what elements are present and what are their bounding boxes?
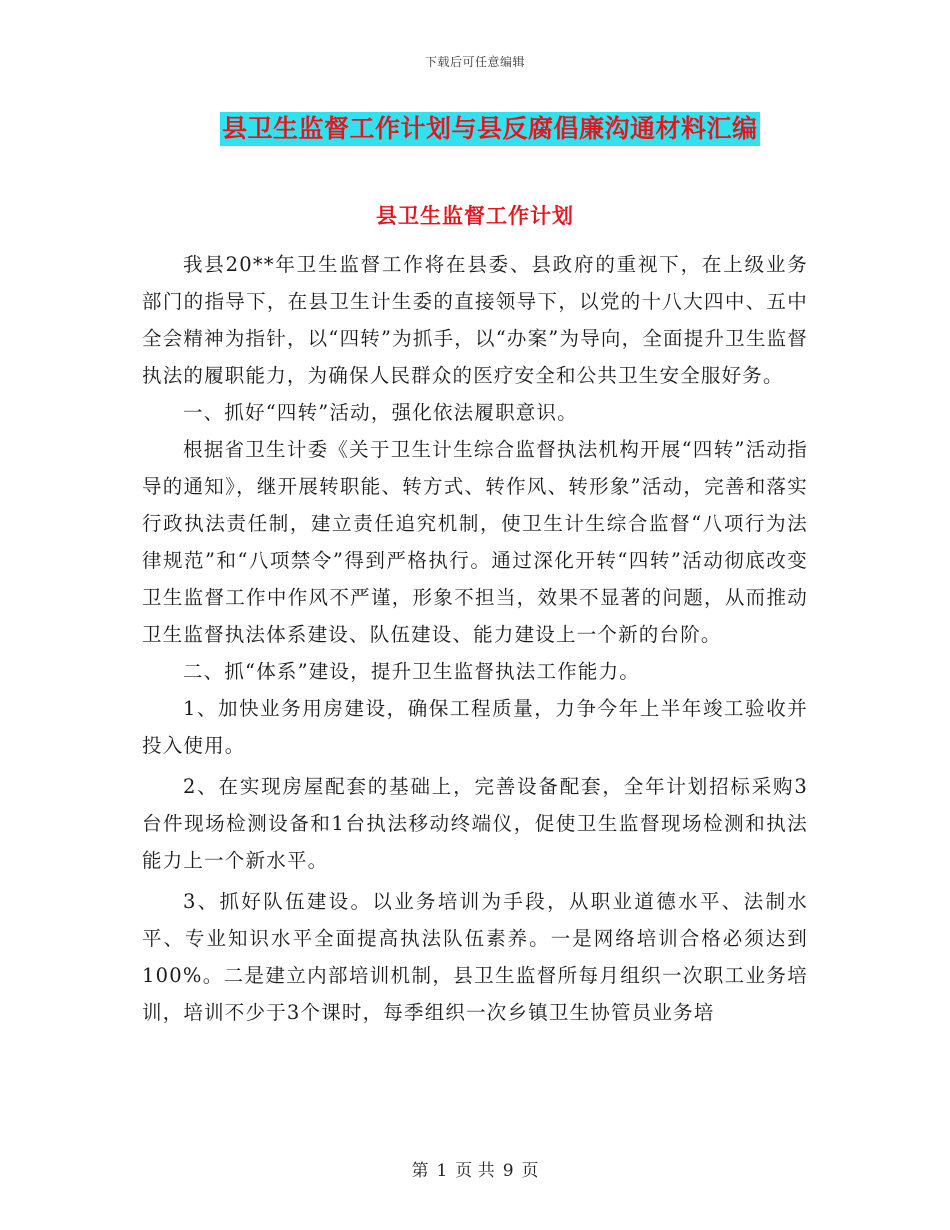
paragraph-item-2: 2、在实现房屋配套的基础上，完善设备配套，全年计划招标采购3台件现场检测设备和1台执法移动终端仪，促使卫生监督现场检测和执法能力上一个新水平。 [142, 775, 808, 872]
footer-page-number: 1 [436, 1161, 448, 1181]
paragraph-heading-2: 二、抓“体系”建设，提升卫生监督执法工作能力。 [182, 660, 640, 683]
footer-suffix: 页 [521, 1161, 539, 1181]
section-title: 县卫生监督工作计划 [376, 204, 574, 228]
header-note: 下载后可任意编辑 [424, 55, 525, 69]
document-body [142, 246, 808, 1031]
paragraph-intro: 我县20**年卫生监督工作将在县委、县政府的重视下，在上级业务部门的指导下，在县卫生计生委的直接领导下，以党的十八大四中、五中全会精神为指针，以“四转”为抓手，以“办案”为导向，全面提升卫生监督执法的履职能力，为确保人民群众的医疗安全和公共卫生安全服好务。 [142, 253, 808, 387]
main-title: 县卫生监督工作计划与县反腐倡廉沟通材料汇编 [222, 114, 758, 143]
paragraph-item-1: 1、加快业务用房建设，确保工程质量，力争今年上半年竣工验收并投入使用。 [142, 697, 808, 757]
page-footer [0, 1156, 950, 1181]
paragraph-item-3: 3、抓好队伍建设。以业务培训为手段，从职业道德水平、法制水平、专业知识水平全面提高执法队伍素养。一是网络培训合格必须达到100%。二是建立内部培训机制，县卫生监督所每月组织一次职工业务培训，培训不少于3个课时，每季组织一次乡镇卫生协管员业务培 [142, 890, 808, 1024]
paragraph-four-transformations: 根据省卫生计委《关于卫生计生综合监督执法机构开展“四转”活动指导的通知》，继开展转职能、转方式、转作风、转形象”活动，完善和落实行政执法责任制，建立责任追究机制，使卫生计生综合监督“八项行为法律规范”和“八项禁令”得到严格执行。通过深化开转“四转”活动彻底改变卫生监督工作中作风不严谨，形象不担当，效果不显著的问题，从而推动卫生监督执法体系建设、队伍建设、能力建设上一个新的台阶。 [142, 438, 808, 646]
footer-total-pages: 9 [502, 1161, 514, 1181]
footer-prefix: 第 [411, 1161, 429, 1181]
paragraph-heading-1: 一、抓好“四转”活动，强化依法履职意识。 [182, 401, 578, 424]
main-title-highlight [220, 112, 760, 146]
footer-middle: 页 共 [455, 1161, 495, 1181]
